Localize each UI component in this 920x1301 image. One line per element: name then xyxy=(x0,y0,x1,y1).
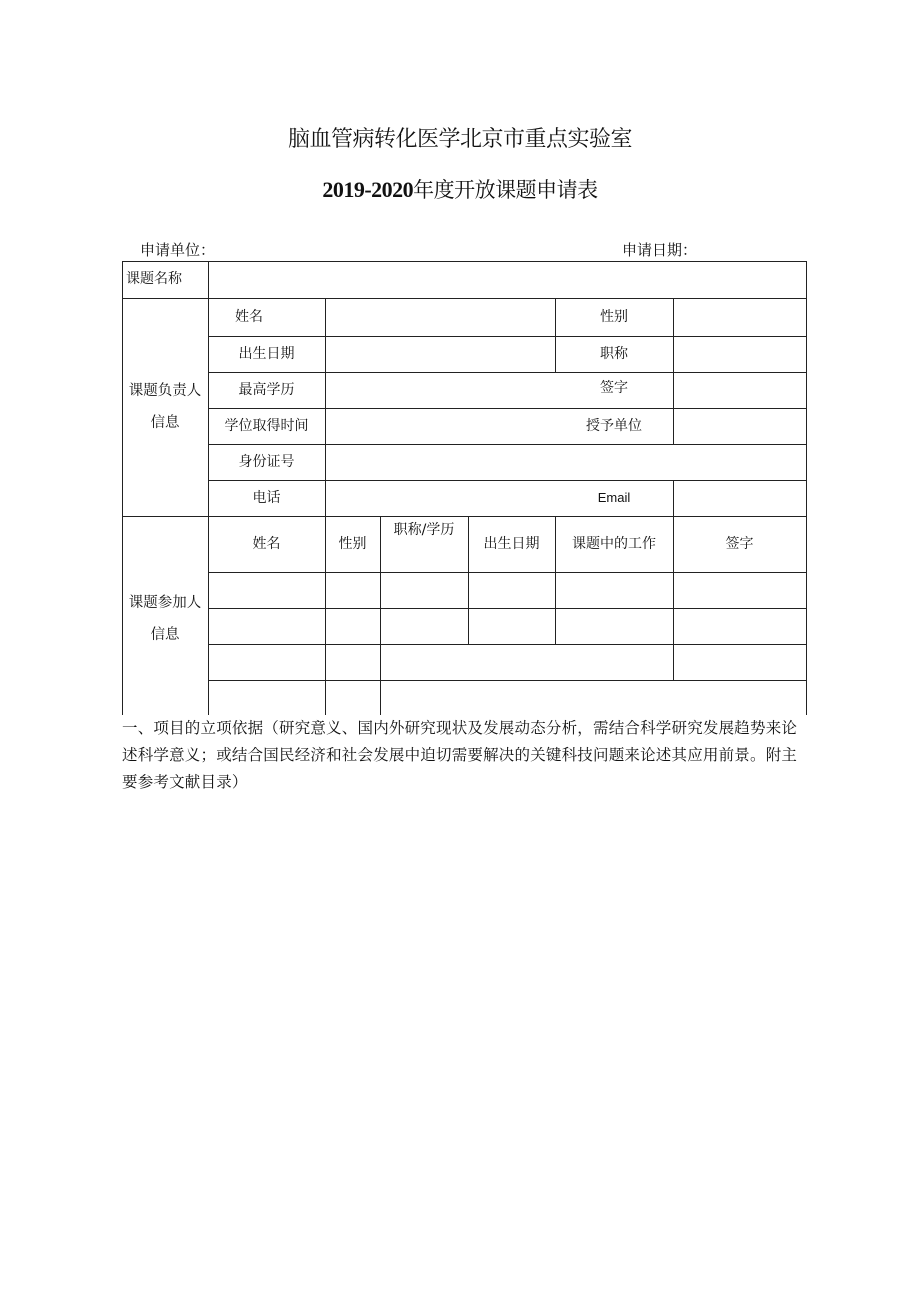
document-subtitle xyxy=(0,174,920,204)
leader-id-field[interactable] xyxy=(326,445,805,479)
leader-email-field[interactable] xyxy=(674,481,805,515)
leader-id-label: 身份证号 xyxy=(238,453,295,470)
participant-row[interactable] xyxy=(209,609,805,643)
apply-date-label: 申请日期： xyxy=(622,241,698,259)
leader-gender-label: 性别 xyxy=(600,308,628,325)
section-one-heading: 一、项目的立项依据（研究意义、国内外研究现状及发展动态分析，需结合科学研究发展趋势来论述科学意义；或结合国民经济和社会发展中迫切需要解决的关键科技问题来论述其应用前景。附主要参考文献目录） xyxy=(122,719,798,791)
participant-header-gender: 性别 xyxy=(338,535,367,552)
leader-degree-time-label: 学位取得时间 xyxy=(224,417,309,434)
participant-label-line1: 课题参加人 xyxy=(128,595,202,611)
subtitle-text: 年度开放课题申请表 xyxy=(413,178,598,202)
leader-name-label: 姓名 xyxy=(235,308,263,325)
applicant-unit-label: 申请单位： xyxy=(140,241,216,259)
leader-phone-label: 电话 xyxy=(252,489,281,506)
participant-row[interactable] xyxy=(209,645,805,679)
leader-degree-unit-label: 授予单位 xyxy=(586,417,642,434)
leader-title-label: 职称 xyxy=(600,345,628,362)
leader-degree-label: 最高学历 xyxy=(238,381,295,398)
leader-degree-time-field[interactable] xyxy=(326,409,554,443)
participant-section-label xyxy=(122,586,208,652)
table-border-right xyxy=(806,261,807,715)
participant-header-title: 职称/学历 xyxy=(393,522,455,538)
leader-signature-label: 签字 xyxy=(600,379,628,396)
leader-section-label xyxy=(122,298,208,516)
participant-row[interactable] xyxy=(209,681,805,714)
topic-name-field[interactable] xyxy=(209,262,805,298)
leader-label-line2: 信息 xyxy=(150,415,180,431)
participant-row[interactable] xyxy=(209,573,805,607)
leader-name-field[interactable] xyxy=(326,299,554,335)
subtitle-year: 2019-2020 xyxy=(322,177,414,202)
leader-label-line1: 课题负责人 xyxy=(128,383,202,399)
leader-signature-field[interactable] xyxy=(674,373,805,407)
participant-header-signature: 签字 xyxy=(725,535,754,552)
leader-degree-unit-field[interactable] xyxy=(674,409,805,443)
topic-name-label: 课题名称 xyxy=(126,271,182,288)
document-title: 脑血管病转化医学北京市重点实验室 xyxy=(287,127,632,152)
leader-phone-field[interactable] xyxy=(326,481,556,515)
leader-birth-field[interactable] xyxy=(326,337,554,371)
leader-birth-label: 出生日期 xyxy=(238,345,295,362)
participant-header-birth: 出生日期 xyxy=(483,535,540,552)
leader-gender-field[interactable] xyxy=(674,299,805,335)
participant-label-line2: 信息 xyxy=(150,627,180,643)
leader-degree-field[interactable] xyxy=(326,373,554,407)
leader-title-field[interactable] xyxy=(674,337,805,371)
participant-header-name: 姓名 xyxy=(252,535,281,552)
leader-email-label: Email xyxy=(597,490,631,506)
participant-header-work: 课题中的工作 xyxy=(572,535,656,552)
